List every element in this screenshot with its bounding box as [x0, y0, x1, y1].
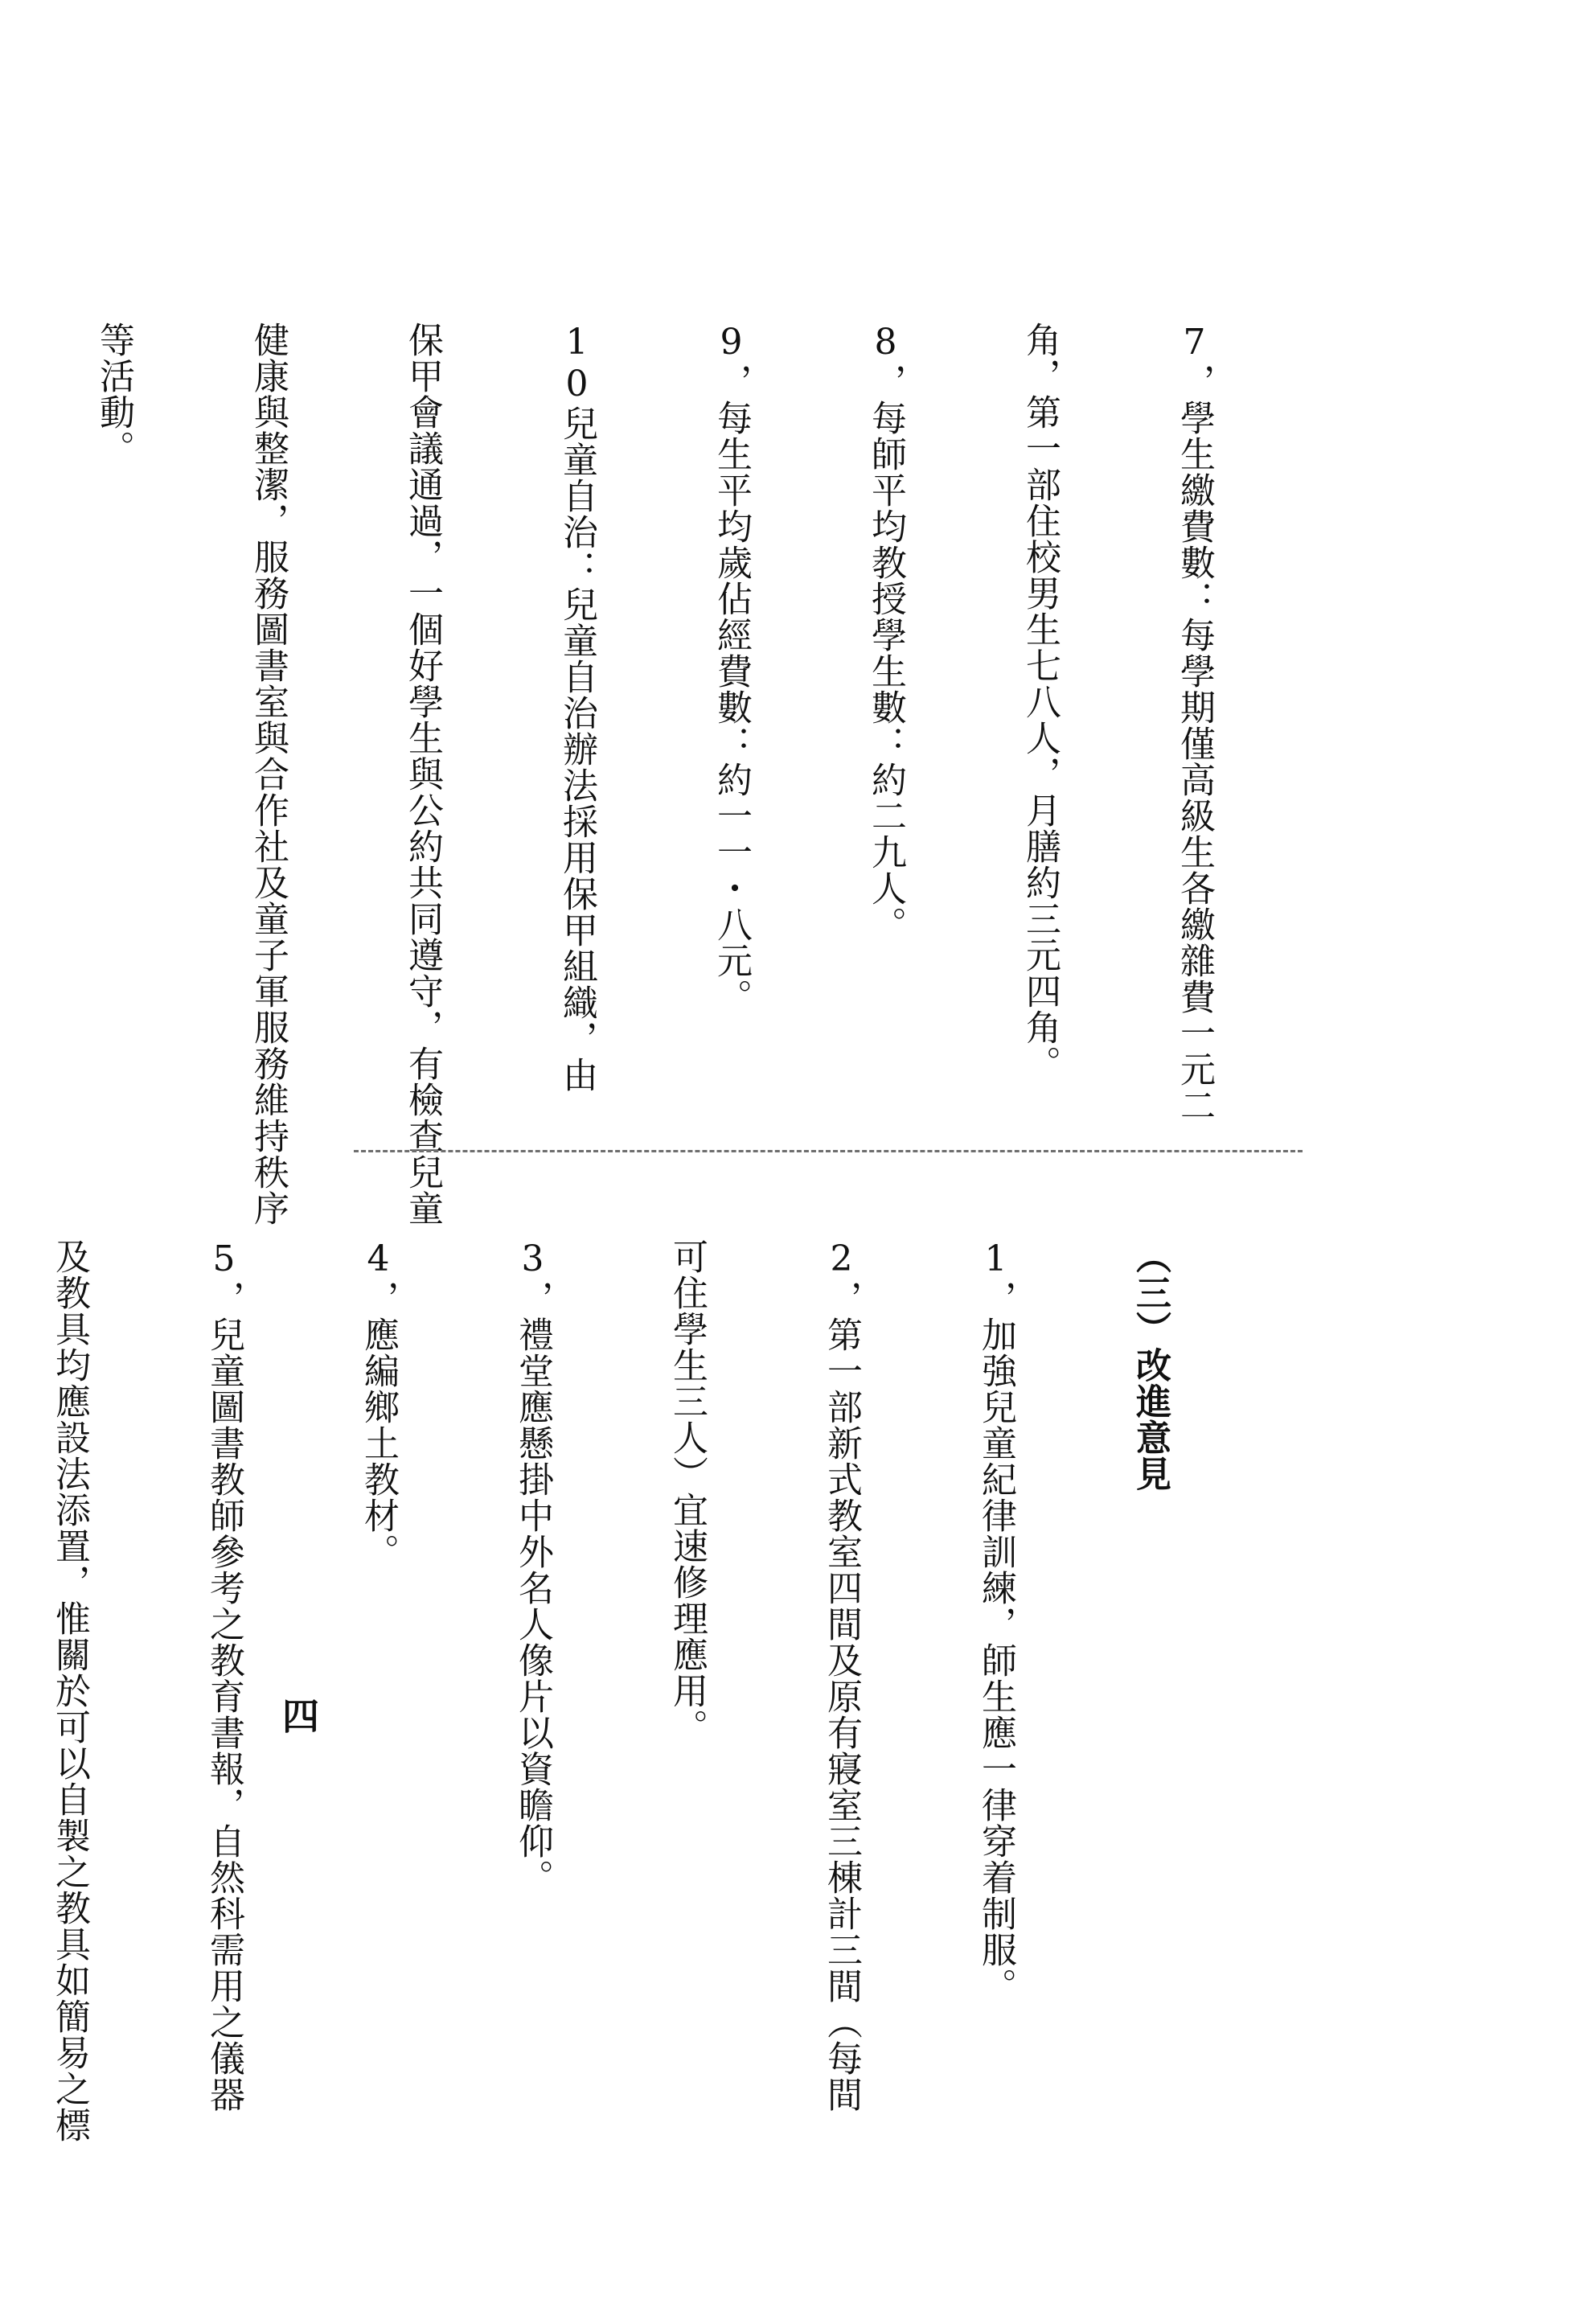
- section-divider: [354, 1150, 1303, 1152]
- text-column: 及教具均應設法添置，惟關於可以自製之教具如簡易之標: [49, 1238, 90, 2143]
- text-column: 5，兒童圖書教師參考之教育書報，自然科需用之儀器: [203, 1238, 244, 2113]
- text-column: 健康與整潔，服務圖書室與合作社及童子軍服務維持秩序: [248, 322, 289, 1226]
- lower-text-block: [0, 1238, 1278, 2143]
- page-number: 四: [277, 1697, 320, 1734]
- text-column: 7，學生繳費數：每學期僅高級生各繳雜費一元二: [1174, 322, 1215, 1123]
- text-column: 等活動。: [93, 322, 134, 466]
- text-column: 角，第一部住校男生七八人，月膳約三元四角。: [1020, 322, 1061, 1082]
- text-column: 10兒童自治：兒童自治辦法採用保甲組織，由: [556, 322, 597, 1093]
- text-column: 9，每生平均歲佔經費數：約一一・八元。: [711, 322, 752, 1015]
- text-column: 1，加強兒童紀律訓練，師生應一律穿着制服。: [975, 1238, 1016, 2004]
- text-column: 8，每師平均教授學生數：約二九人。: [865, 322, 906, 942]
- upper-text-block: [0, 322, 1323, 1226]
- text-column: 保甲會議通過，一個好學生與公約共同遵守，有檢查兒童: [402, 322, 443, 1226]
- section-heading: （三）改進意見: [1130, 1238, 1171, 1492]
- text-column: 可住學生三人）宜速修理應用。: [667, 1238, 708, 1745]
- text-column: 2，第一部新式教室四間及原有寢室三棟計三間（每間: [821, 1238, 862, 2113]
- text-column: 4，應編鄉土教材。: [358, 1238, 399, 1570]
- text-column: 3，禮堂應懸掛中外名人像片以資瞻仰。: [512, 1238, 553, 1895]
